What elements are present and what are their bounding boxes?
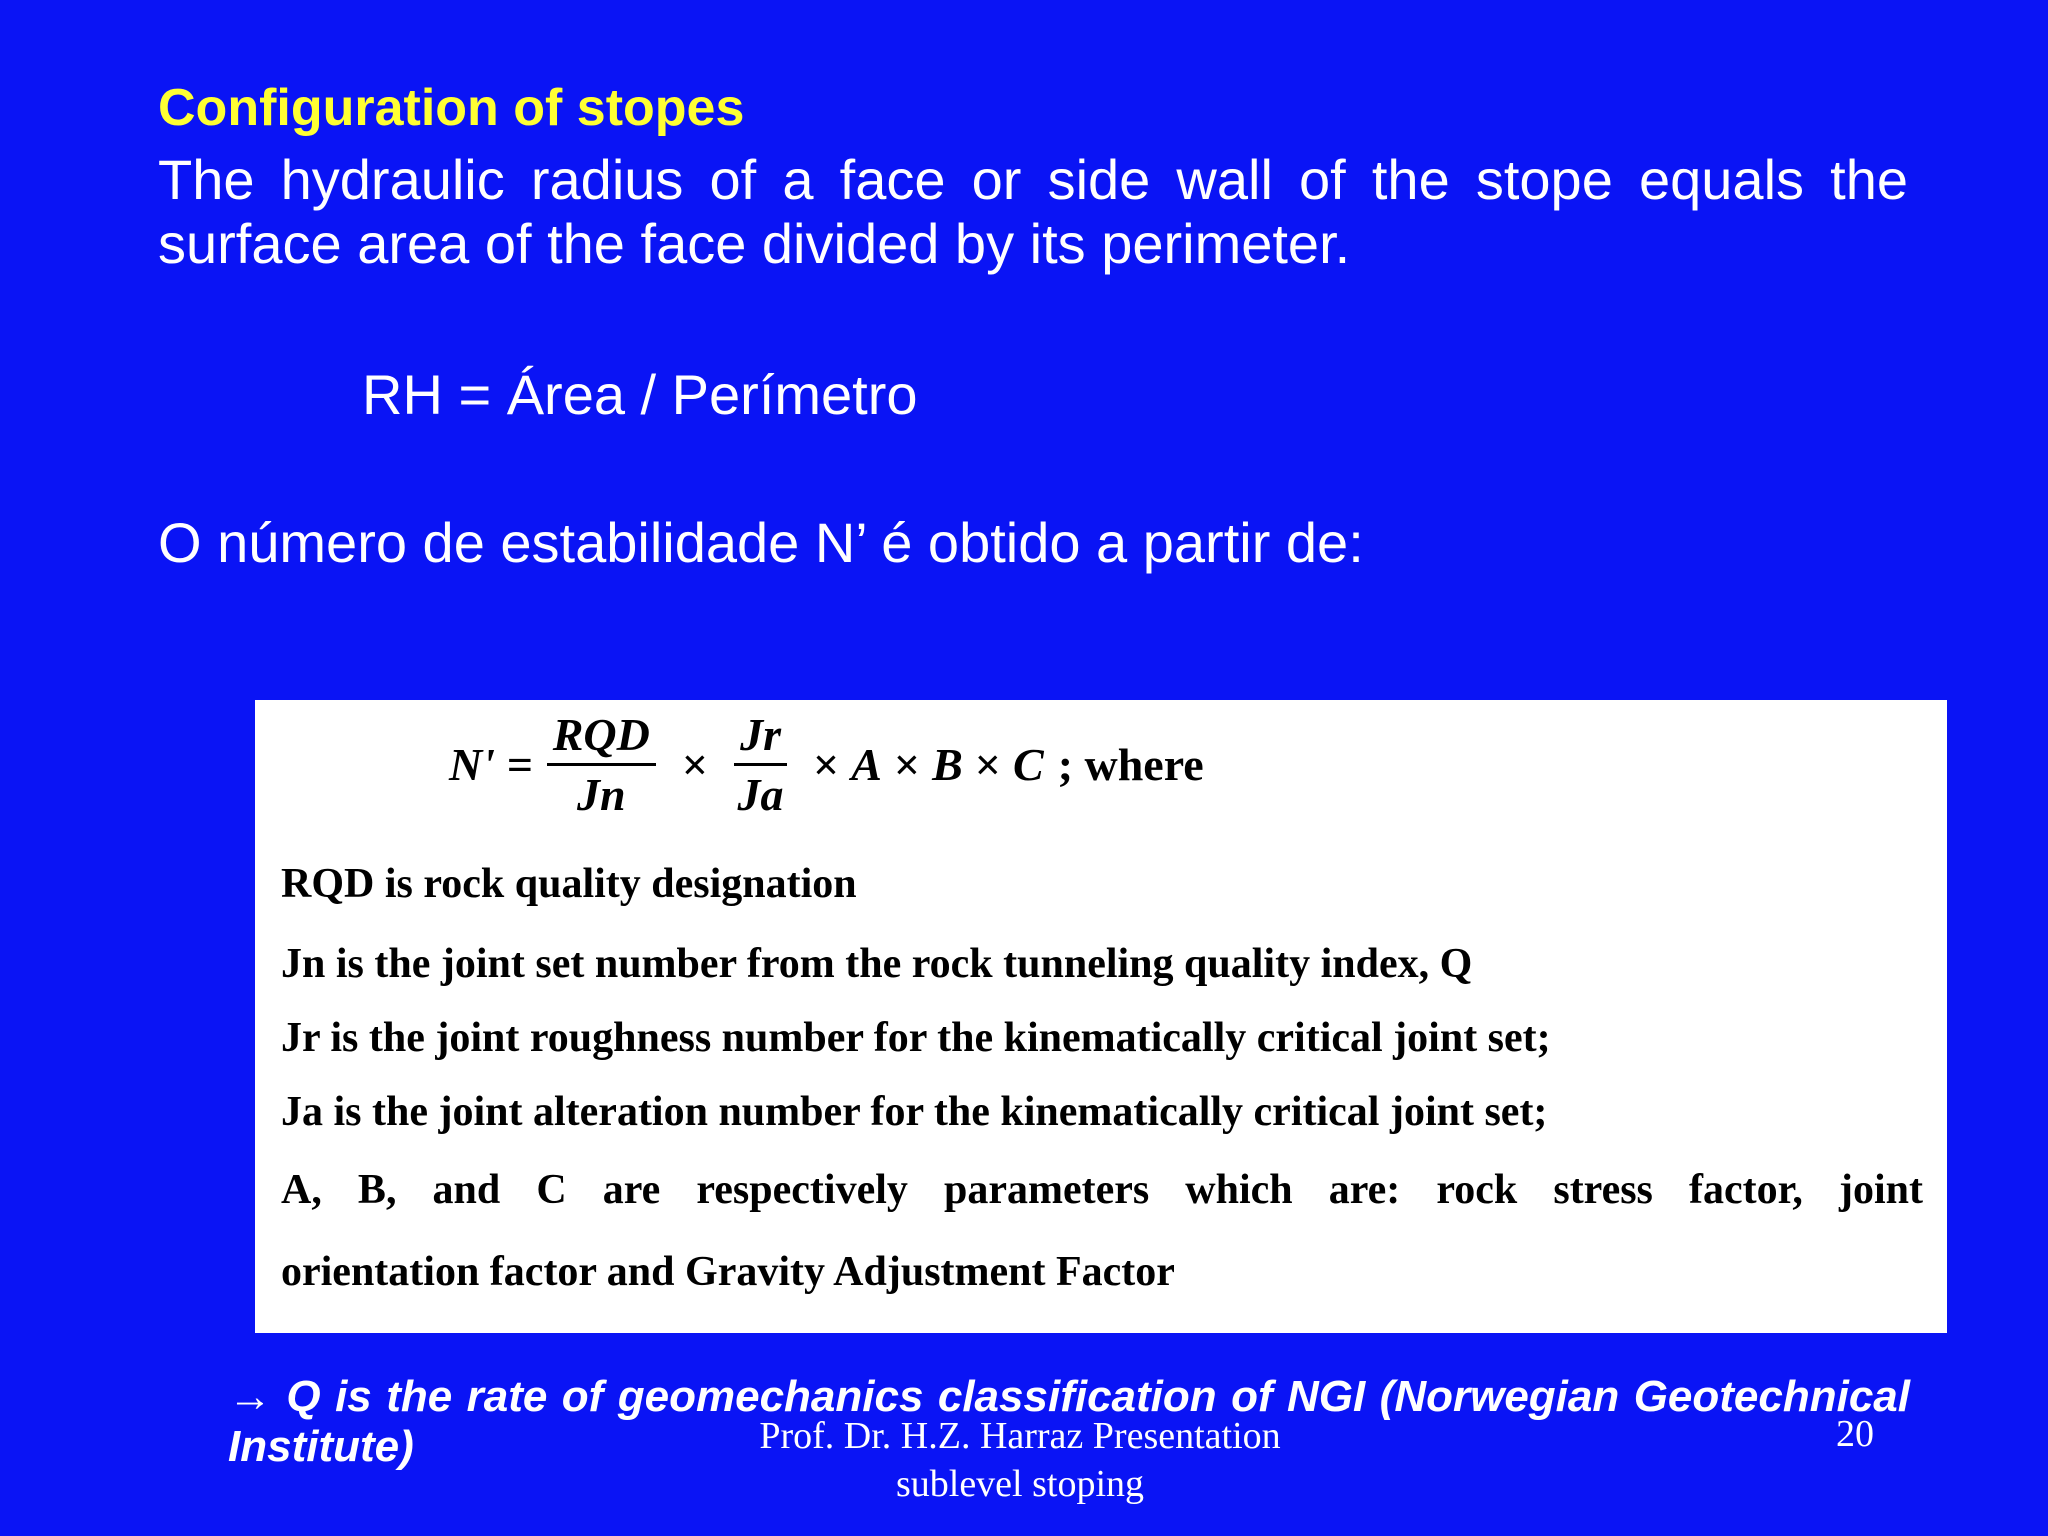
formula-b: B bbox=[932, 739, 963, 790]
footer-author bbox=[750, 1412, 1290, 1508]
definition-abc-line2: orientation factor and Gravity Adjustment Factor bbox=[281, 1249, 1175, 1295]
slide-title: Configuration of stopes bbox=[158, 79, 745, 137]
definition-abc-line1: A, B, and C are respectively parameters which are: rock stress factor, joint bbox=[281, 1167, 1923, 1213]
fraction-bar bbox=[734, 763, 787, 766]
times-symbol: × bbox=[812, 739, 840, 790]
formula-rqd: RQD bbox=[552, 709, 650, 760]
definition-ja: Ja is the joint alteration number for the kinematically critical joint set; bbox=[281, 1089, 1548, 1135]
formula-c: C bbox=[1013, 739, 1044, 790]
formula-ja: Ja bbox=[737, 769, 784, 820]
definition-rqd: RQD is rock quality designation bbox=[281, 861, 857, 907]
times-symbol: × bbox=[974, 739, 1001, 790]
rh-formula: RH = Área / Perímetro bbox=[362, 363, 918, 426]
formula-jr: Jr bbox=[740, 709, 781, 760]
definition-jr: Jr is the joint roughness number for the kinematically critical joint set; bbox=[281, 1015, 1551, 1061]
stability-intro: O número de estabilidade N’ é obtido a partir de: bbox=[158, 511, 1364, 574]
page-number: 20 bbox=[1836, 1413, 1874, 1455]
formula-fraction-jr-ja bbox=[734, 708, 787, 821]
footer-author-line2: sublevel stoping bbox=[895, 1463, 1145, 1505]
formula-lhs: N' = bbox=[449, 739, 533, 790]
formula-tail: ; where bbox=[1057, 739, 1204, 790]
times-symbol: × bbox=[681, 739, 709, 790]
formula-box bbox=[255, 700, 1947, 1333]
hydraulic-radius-paragraph: The hydraulic radius of a face or side wall of the stope equals the surface area of the face divided by its perimeter. bbox=[158, 148, 1908, 275]
ngi-note: → Q is the rate of geomechanics classification of NGI (Norwegian Geotechnical Institute) bbox=[228, 1372, 1910, 1471]
formula-a: A bbox=[851, 739, 882, 790]
fraction-bar bbox=[547, 763, 656, 766]
footer-author-line1: Prof. Dr. H.Z. Harraz Presentation bbox=[759, 1415, 1281, 1457]
times-symbol: × bbox=[893, 739, 921, 790]
formula-fraction-rqd-jn bbox=[547, 708, 656, 821]
formula-jn: Jn bbox=[576, 769, 626, 820]
definition-jn: Jn is the joint set number from the rock tunneling quality index, Q bbox=[281, 941, 1473, 987]
stability-number-formula bbox=[449, 708, 1204, 821]
